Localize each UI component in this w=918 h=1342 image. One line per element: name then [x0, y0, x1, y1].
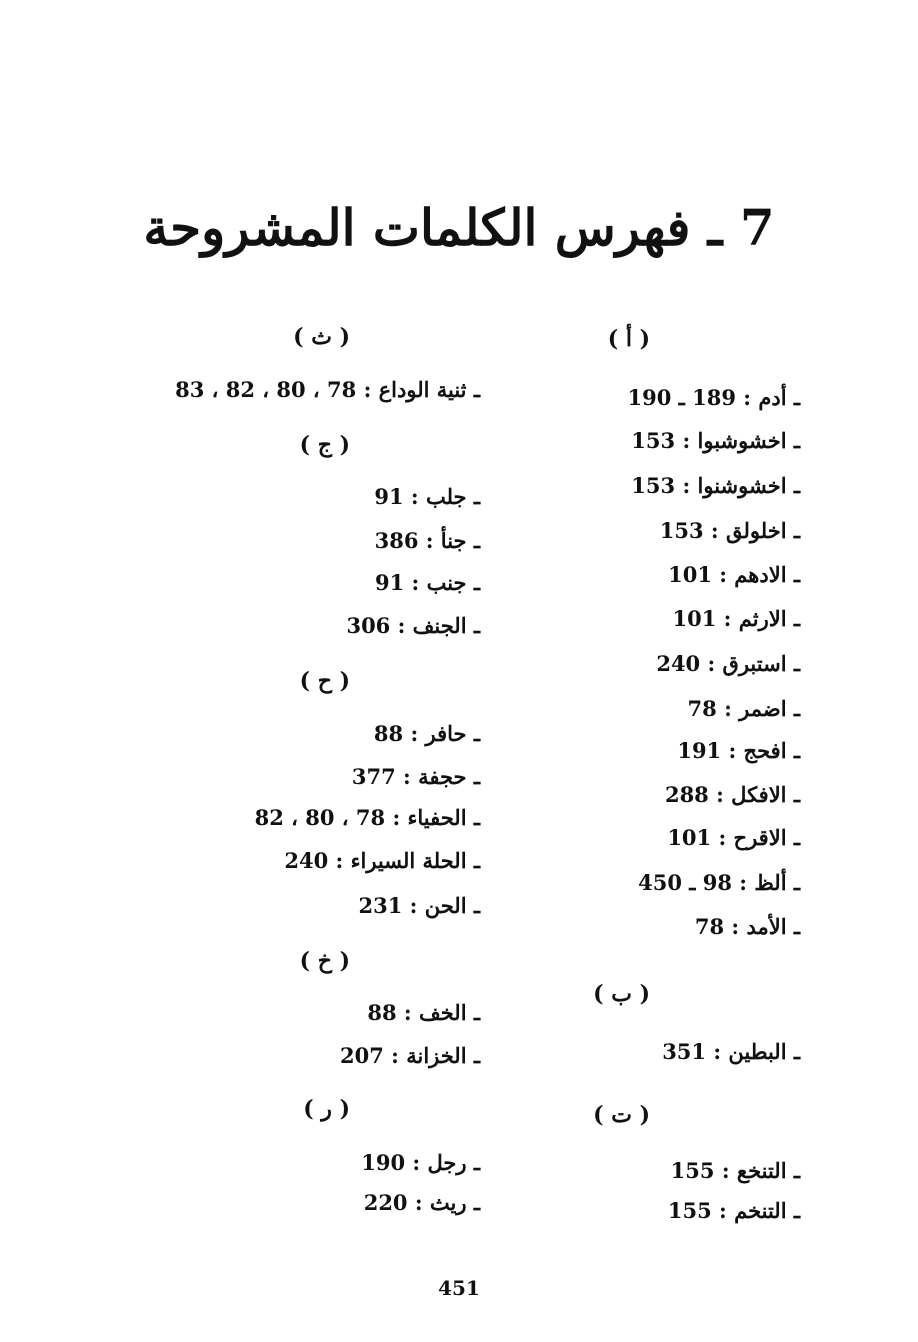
index-entry: ـ الارثم : 101 [672, 606, 800, 631]
index-entry: ـ استبرق : 240 [656, 651, 800, 676]
index-entry: ـ حجفة : 377 [351, 764, 480, 789]
index-entry: ـ ألظ : 98 ـ 450 [638, 870, 800, 895]
index-entry: ـ اخلولق : 153 [659, 518, 800, 543]
section-header: ( ر ) [303, 1096, 350, 1122]
index-entry: ـ أدم : 189 ـ 190 [627, 385, 800, 410]
index-entry: ـ التنخم : 155 [667, 1198, 800, 1223]
index-entry: ـ اضمر : 78 [687, 696, 800, 721]
index-entry: ـ الحفياء : 78 ، 80 ، 82 [254, 805, 480, 830]
index-entry: ـ ثنية الوداع : 78 ، 80 ، 82 ، 83 [175, 377, 480, 402]
section-header: ( ت ) [593, 1102, 650, 1128]
index-entry: ـ البطين : 351 [662, 1039, 800, 1064]
section-header: ( ج ) [299, 432, 350, 458]
index-entry: ـ الاقرح : 101 [667, 825, 800, 850]
index-entry: ـ الخف : 88 [367, 1000, 480, 1025]
index-entry: ـ حافر : 88 [373, 721, 480, 746]
index-entry: ـ التنخع : 155 [670, 1158, 800, 1183]
section-header: ( ب ) [593, 981, 650, 1007]
index-entry: ـ ريث : 220 [363, 1190, 480, 1215]
section-header: ( خ ) [299, 948, 350, 974]
index-entry: ـ اخشوشنوا : 153 [631, 473, 800, 498]
index-entry: ـ افحج : 191 [677, 738, 800, 763]
index-entry: ـ اخشوشبوا : 153 [631, 428, 800, 453]
index-entry: ـ الادهم : 101 [668, 562, 800, 587]
section-header: ( ح ) [299, 668, 350, 694]
index-entry: ـ الأمد : 78 [694, 914, 800, 939]
index-entry: ـ الافكل : 288 [664, 782, 800, 807]
section-header: ( ث ) [293, 324, 350, 350]
index-entry: ـ الحن : 231 [358, 893, 480, 918]
index-entry: ـ الجنف : 306 [346, 613, 480, 638]
index-entry: ـ جلب : 91 [374, 484, 480, 509]
index-entry: ـ رجل : 190 [361, 1150, 480, 1175]
page-title: 7 ـ فهرس الكلمات المشروحة [143, 198, 775, 257]
index-entry: ـ الخزانة : 207 [340, 1043, 480, 1068]
section-header: ( أ ) [607, 326, 650, 352]
index-entry: ـ جنب : 91 [374, 570, 480, 595]
index-entry: ـ الحلة السيراء : 240 [284, 848, 480, 873]
index-entry: ـ جنأ : 386 [374, 528, 480, 553]
page-number: 451 [438, 1276, 480, 1300]
